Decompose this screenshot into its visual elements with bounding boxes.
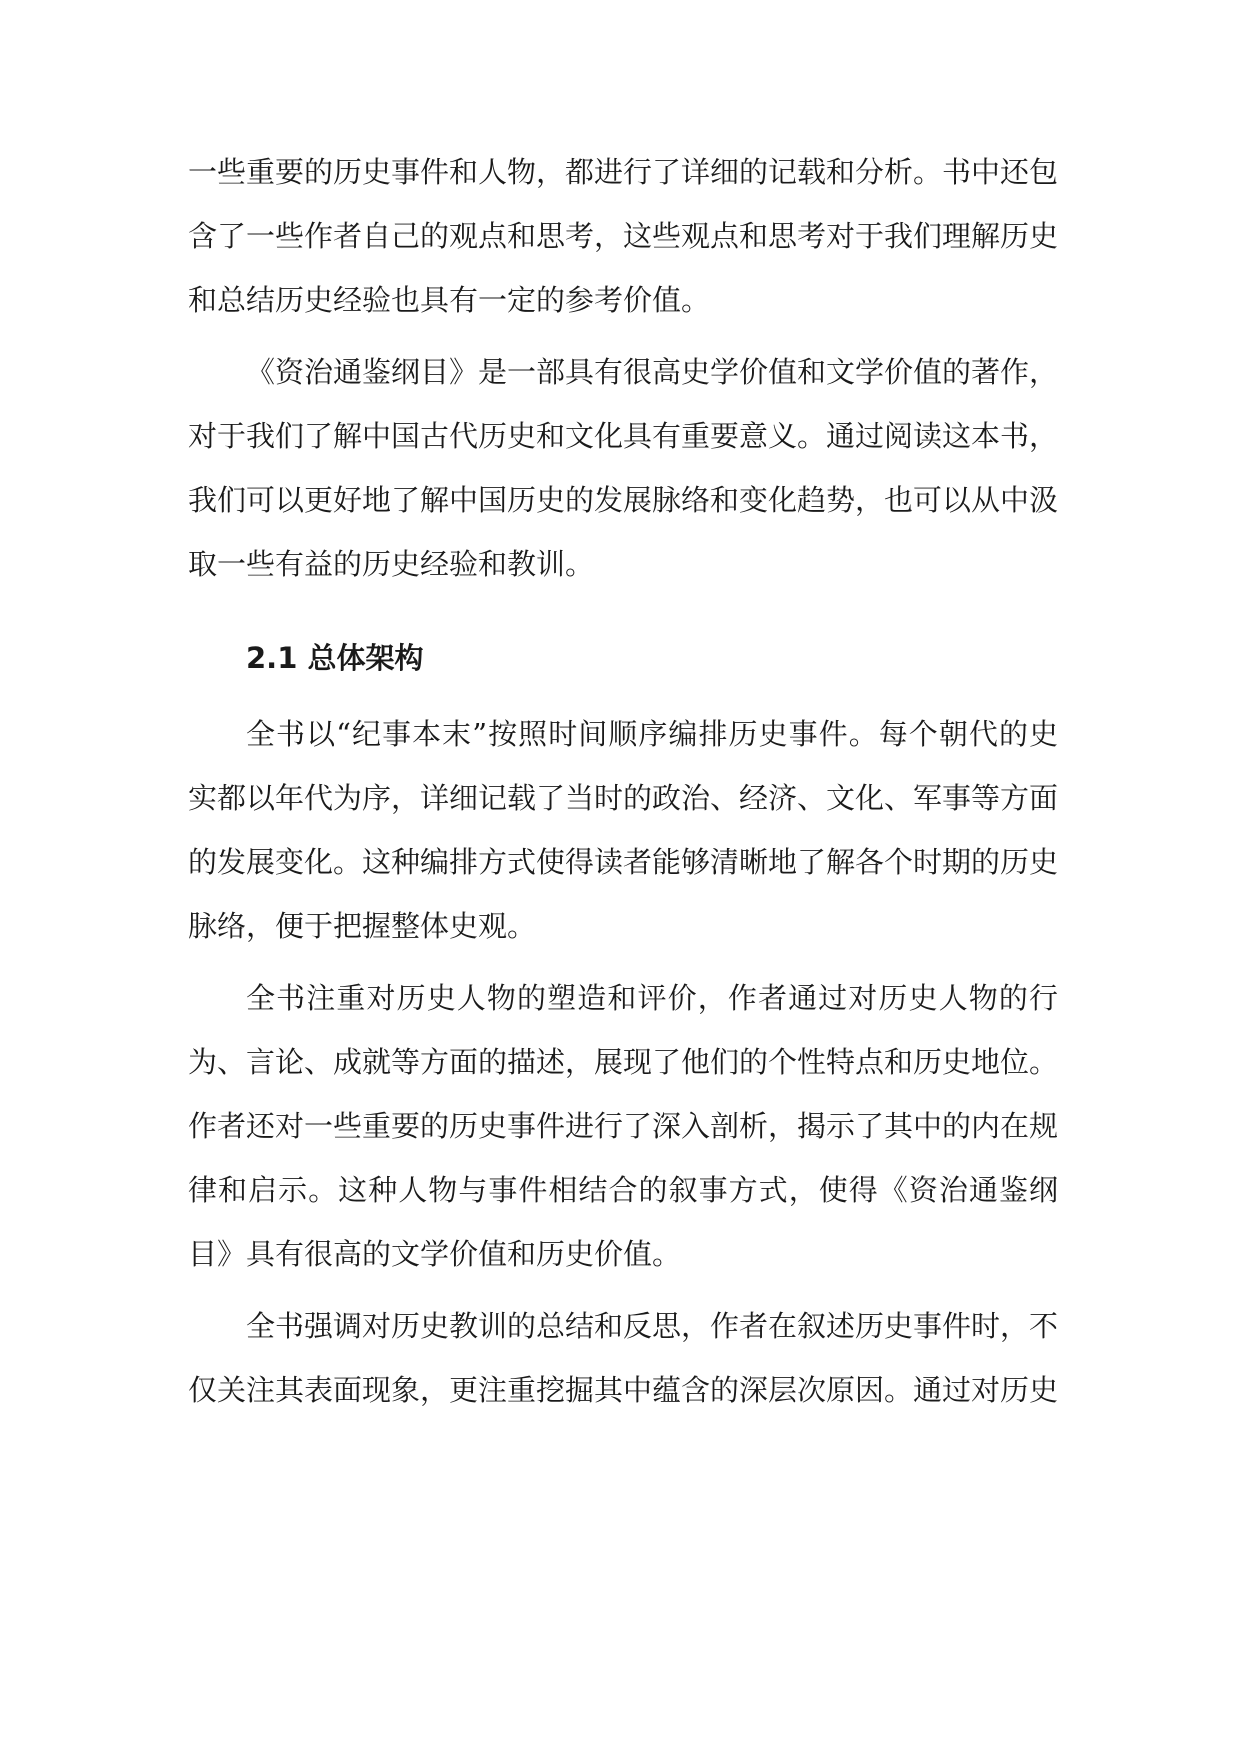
paragraph-continuation: 一些重要的历史事件和人物，都进行了详细的记载和分析。书中还包含了一些作者自己的观点和思考，这些观点和思考对于我们理解历史和总结历史经验也具有一定的参考价值。 xyxy=(188,155,1059,317)
paragraph-characters: 全书注重对历史人物的塑造和评价，作者通过对历史人物的行为、言论、成就等方面的描述，展现了他们的个性特点和历史地位。作者还对一些重要的历史事件进行了深入剖析，揭示了其中的内在规律和启示。这种人物与事件相结合的叙事方式，使得《资治通鉴纲目》具有很高的文学价值和历史价值。 xyxy=(188,981,1059,1271)
document-body xyxy=(188,140,1058,1430)
paragraph-book-value: 《资治通鉴纲目》是一部具有很高史学价值和文学价值的著作，对于我们了解中国古代历史和文化具有重要意义。通过阅读这本书，我们可以更好地了解中国历史的发展脉络和变化趋势，也可以从中汲取一些有益的历史经验和教训。 xyxy=(188,355,1059,581)
paragraph-lessons: 全书强调对历史教训的总结和反思，作者在叙述历史事件时，不仅关注其表面现象，更注重挖掘其中蕴含的深层次原因。通过对历史 xyxy=(188,1309,1059,1407)
paragraph-chronology: 全书以“纪事本末”按照时间顺序编排历史事件。每个朝代的史实都以年代为序，详细记载了当时的政治、经济、文化、军事等方面的发展变化。这种编排方式使得读者能够清晰地了解各个时期的历史脉络，便于把握整体史观。 xyxy=(188,717,1059,943)
section-heading: 2.1 总体架构 xyxy=(246,641,424,675)
